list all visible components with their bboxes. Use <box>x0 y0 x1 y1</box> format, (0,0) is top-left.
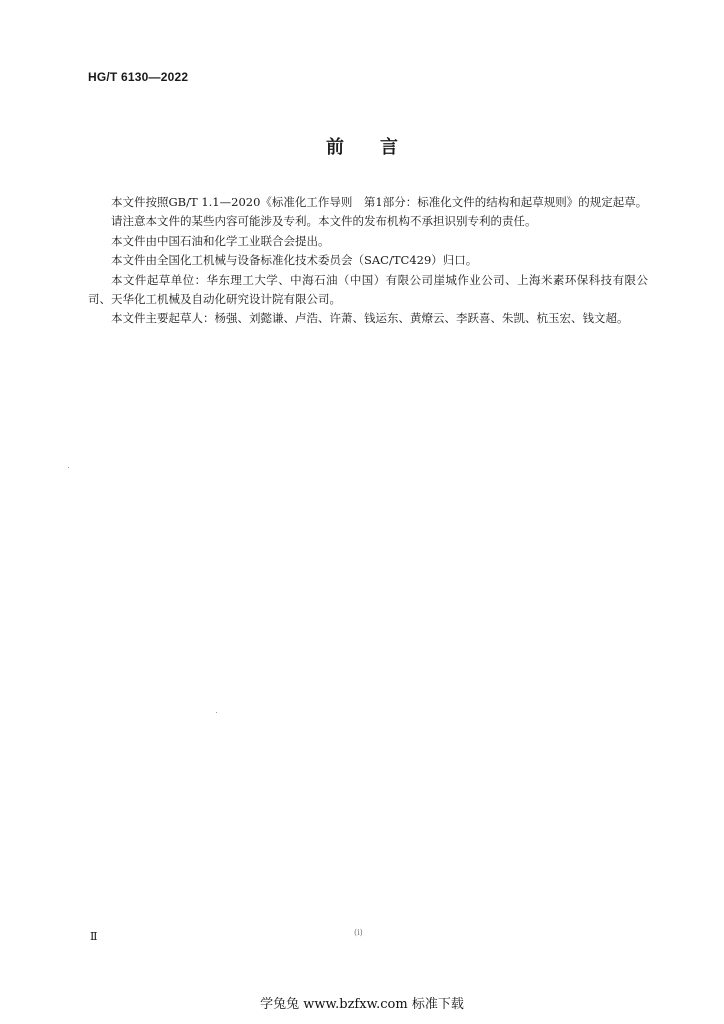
page-number: Ⅱ <box>90 930 98 943</box>
watermark-text: 学兔兔 www.bzfxw.com 标准下载 <box>260 997 464 1012</box>
title-char-2: 言 <box>380 137 398 158</box>
standard-code: HG/T 6130—2022 <box>88 70 189 84</box>
title-char-1: 前 <box>326 137 344 158</box>
footer-mark: (i) <box>354 928 363 937</box>
paragraph-drafting-rules: 本文件按照GB/T 1.1—2020《标准化工作导则 第1部分：标准化文件的结构和起草规则》的规定起草。 <box>111 195 648 209</box>
paragraph-proposer: 本文件由中国石油和化学工业联合会提出。 <box>111 233 330 248</box>
foreword-body <box>88 193 648 329</box>
paragraph-patent-notice: 请注意本文件的某些内容可能涉及专利。本文件的发布机构不承担识别专利的责任。 <box>111 214 537 229</box>
paragraph-drafters: 本文件主要起草人：杨强、刘懿谦、卢浩、许萧、钱运东、黄燎云、李跃喜、朱凯、杭玉宏、钱文超。 <box>111 311 629 326</box>
page-title <box>0 133 724 159</box>
paragraph-committee: 本文件由全国化工机械与设备标准化技术委员会（SAC/TC429）归口。 <box>111 253 478 268</box>
scan-speck <box>216 712 217 713</box>
paragraph-drafting-units: 本文件起草单位：华东理工大学、中海石油（中国）有限公司崖城作业公司、上海米素环保科技有限公司、天华化工机械及自动化研究设计院有限公司。 <box>88 272 648 307</box>
scan-speck <box>68 467 69 468</box>
